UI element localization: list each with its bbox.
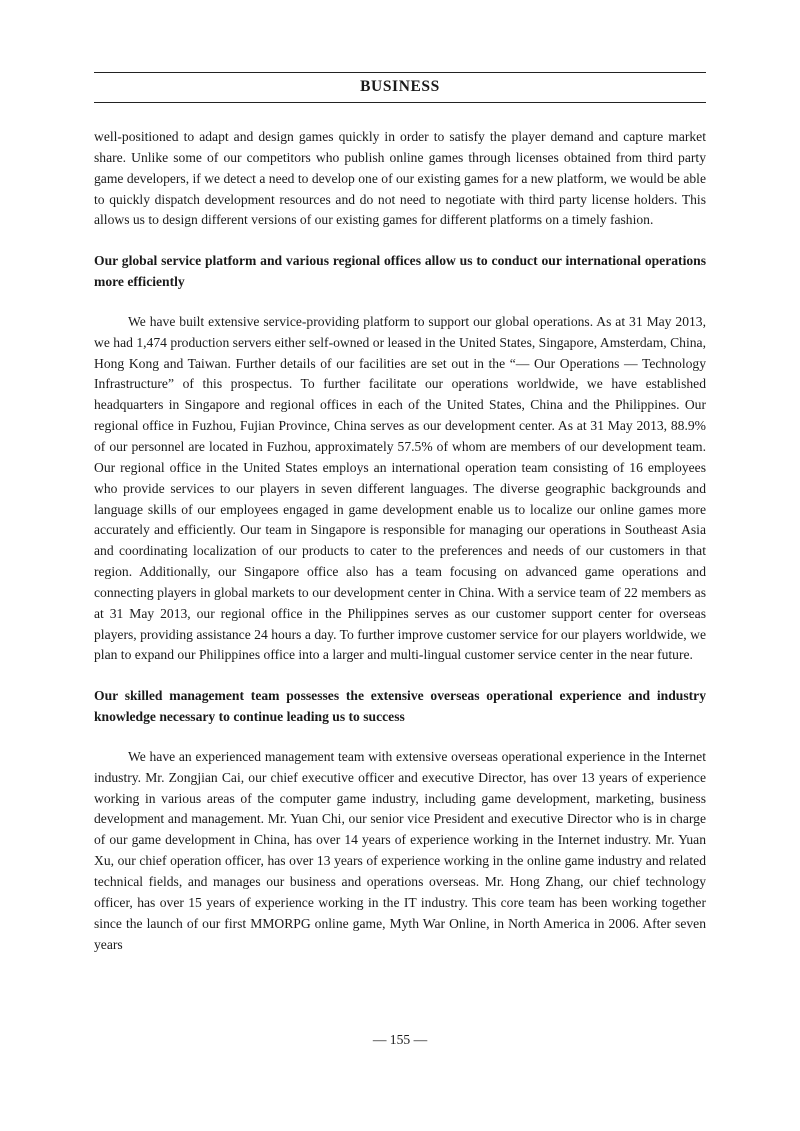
- header-bottom-rule: [94, 102, 706, 103]
- section-heading-global-service: Our global service platform and various regional offices allow us to conduct our international operations more efficiently: [94, 253, 706, 290]
- header-top-rule: [94, 72, 706, 73]
- paragraph-management-team: We have an experienced management team with extensive overseas operational experience in the Internet industry. Mr. Zongjian Cai, our chief executive officer and executive Director, has over 13 years of experience working in various areas of the computer game industry, including game development, marketing, business development and management. Mr. Yuan Chi, our senior vice President and executive Director who is in charge of our game development in China, has over 14 years of experience working in the Internet industry. Mr. Yuan Xu, our chief operation officer, has over 13 years of experience working in the online game industry and related technical fields, and manages our business and operations overseas. Mr. Hong Zhang, our chief technology officer, has over 15 years of experience working in the IT industry. This core team has been working together since the launch of our first MMORPG online game, Myth War Online, in North America in 2006. After seven years: [94, 748, 706, 952]
- section-heading-management-team: Our skilled management team possesses the extensive overseas operational experience and industry knowledge necessary to continue leading us to success: [94, 688, 706, 725]
- page-number: — 155 —: [372, 1032, 428, 1047]
- document-body: [94, 127, 706, 955]
- paragraph-global-service: We have built extensive service-providing platform to support our global operations. As at 31 May 2013, we had 1,474 production servers either self-owned or leased in the United States, Singapore, Amsterdam, China, Hong Kong and Taiwan. Further details of our facilities are set out in the “— Our Operations — Technology Infrastructure” of this prospectus. To further facilitate our operations worldwide, we have established headquarters in Singapore and regional offices in each of the United States, China and the Philippines. Our regional office in Fuzhou, Fujian Province, China serves as our development center. As at 31 May 2013, 88.9% of our personnel are located in Fuzhou, approximately 57.5% of whom are members of our development team. Our regional office in the United States employs an international operation team consisting of 16 employees who provide services to our players in seven different languages. The diverse geographic backgrounds and language skills of our employees engaged in game development enable us to localize our online games more accurately and efficiently. Our team in Singapore is responsible for managing our operations in Southeast Asia and coordinating localization of our products to cater to the preferences and needs of our customers in that region. Additionally, our Singapore office also has a team focusing on advanced game operations and connecting players in global markets to our development center in China. With a service team of 22 members as at 31 May 2013, our regional office in the Philippines serves as our customer support center for overseas players, providing assistance 24 hours a day. To further improve customer service for our players worldwide, we plan to expand our Philippines office into a larger and multi-lingual customer service center in the near future.: [94, 313, 706, 663]
- page-title: BUSINESS: [360, 78, 440, 95]
- paragraph-continuation: well-positioned to adapt and design games quickly in order to satisfy the player demand and capture market share. Unlike some of our competitors who publish online games through licenses obtained from third party game developers, if we detect a need to develop one of our existing games for a new platform, we would be able to quickly dispatch development resources and do not need to negotiate with third party license holders. This allows us to design different versions of our existing games for different platforms on a timely fashion.: [94, 129, 706, 228]
